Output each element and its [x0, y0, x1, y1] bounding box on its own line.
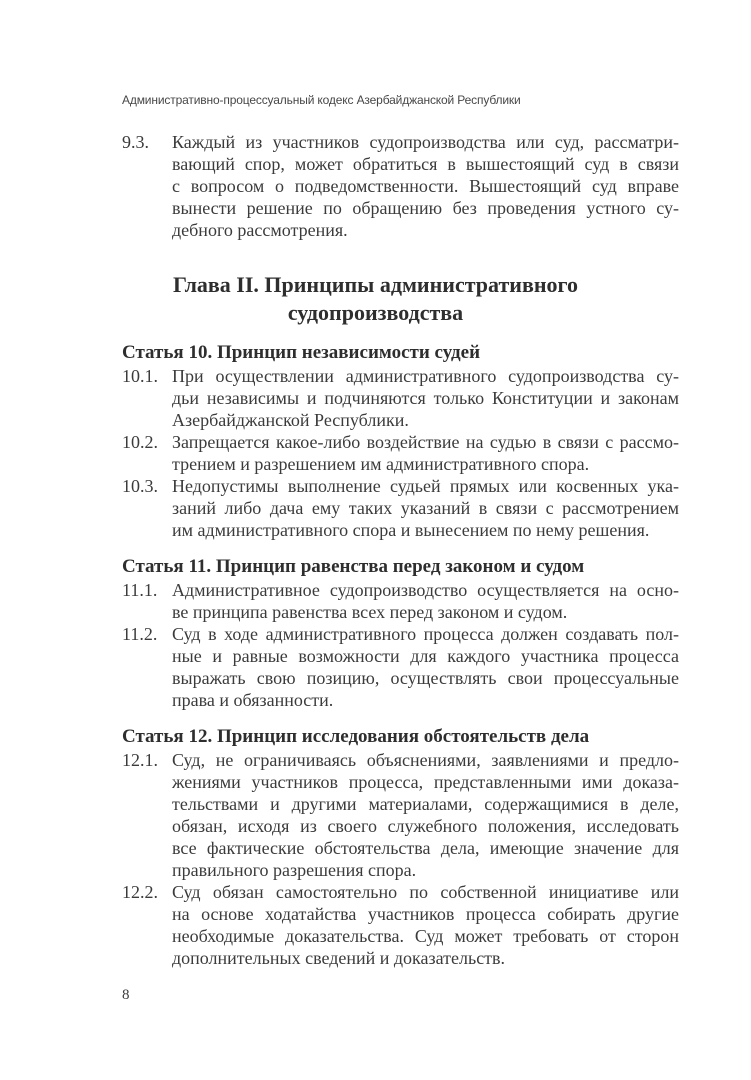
numbered-item [122, 623, 679, 711]
numbered-item [122, 365, 679, 431]
numbered-item [122, 131, 679, 241]
text-line: Суд, не ограничиваясь объяснениями, заявлениями и предло- [172, 750, 679, 770]
item-text [172, 579, 679, 623]
item-number: 11.2. [122, 624, 158, 644]
text-line: правильного разрешения спора. [172, 860, 417, 880]
numbered-item [122, 475, 679, 541]
text-line: Суд обязан самостоятельно по собственной инициативе или [172, 882, 679, 902]
text-line: необходимые доказательства. Суд может требовать от сторон [172, 926, 679, 946]
chapter-heading-line: Глава II. Принципы административного [173, 272, 578, 297]
item-number: 12.1. [122, 750, 158, 770]
item-number: 10.3. [122, 476, 158, 496]
text-line: выражать свою позицию, осуществлять свои процессуальные [172, 668, 679, 688]
text-line: тельствами и другими материалами, содержащимися в деле, [172, 794, 679, 814]
text-line: дополнительных сведений и доказательств. [172, 948, 506, 968]
item-number: 12.2. [122, 882, 158, 902]
text-line: с вопросом о подведомственности. Вышестоящий суд вправе [172, 176, 679, 196]
text-line: дьи независимы и подчиняются только Конституции и законам [172, 388, 679, 408]
item-number: 9.3. [122, 132, 149, 152]
item-text [172, 365, 679, 431]
article-heading: Статья 10. Принцип независимости судей [122, 342, 481, 363]
text-line: При осуществлении административного судопроизводства су- [172, 366, 679, 386]
item-number: 10.1. [122, 366, 158, 386]
numbered-item [122, 579, 679, 623]
numbered-item [122, 881, 679, 969]
page-number: 8 [122, 987, 130, 1003]
text-line: Недопустимы выполнение судьей прямых или косвенных ука- [172, 476, 679, 496]
numbered-item [122, 431, 679, 475]
text-line: права и обязанности. [172, 690, 334, 710]
item-text [172, 881, 679, 969]
text-line: обязан, исходя из своего служебного положения, исследовать [172, 816, 679, 836]
text-line: Суд в ходе административного процесса должен создавать пол- [172, 624, 679, 644]
document-content [122, 131, 679, 969]
item-text [172, 623, 679, 711]
text-line: трением и разрешением им административного спора. [172, 454, 590, 474]
text-line: Запрещается какое-либо воздействие на судью в связи с рассмо- [172, 432, 679, 452]
text-line: ве принципа равенства всех перед законом и судом. [172, 602, 568, 622]
text-line: Азербайджанской Республики. [172, 410, 409, 430]
text-line: Каждый из участников судопроизводства или суд, рассматри- [172, 132, 679, 152]
item-text [172, 431, 679, 475]
text-line: Административное судопроизводство осуществляется на осно- [172, 580, 679, 600]
item-number: 11.1. [122, 580, 158, 600]
text-line: заний либо дача ему таких указаний в связи с рассмотрением [172, 498, 679, 518]
text-line: ные и равные возможности для каждого участника процесса [172, 646, 679, 666]
article-heading: Статья 12. Принцип исследования обстоятельств дела [122, 726, 590, 747]
article-heading: Статья 11. Принцип равенства перед законом и судом [122, 556, 585, 577]
running-header: Административно-процессуальный кодекс Азербайджанской Республики [122, 93, 521, 107]
numbered-item [122, 749, 679, 881]
chapter-heading [0, 271, 751, 327]
item-text [172, 749, 679, 881]
item-text [172, 131, 679, 241]
text-line: все фактические обстоятельства дела, имеющие значение для [172, 838, 679, 858]
text-line: вынести решение по обращению без проведения устного су- [172, 198, 679, 218]
text-line: им административного спора и вынесением по нему решения. [172, 520, 650, 540]
item-text [172, 475, 679, 541]
chapter-heading-line: судопроизводства [287, 300, 464, 325]
item-number: 10.2. [122, 432, 158, 452]
text-line: дебного рассмотрения. [172, 220, 348, 240]
text-line: вающий спор, может обратиться в вышестоящий суд в связи [172, 154, 679, 174]
text-line: на основе ходатайства участников процесса собирать другие [172, 904, 679, 924]
text-line: жениями участников процесса, представленными ими доказа- [172, 772, 679, 792]
